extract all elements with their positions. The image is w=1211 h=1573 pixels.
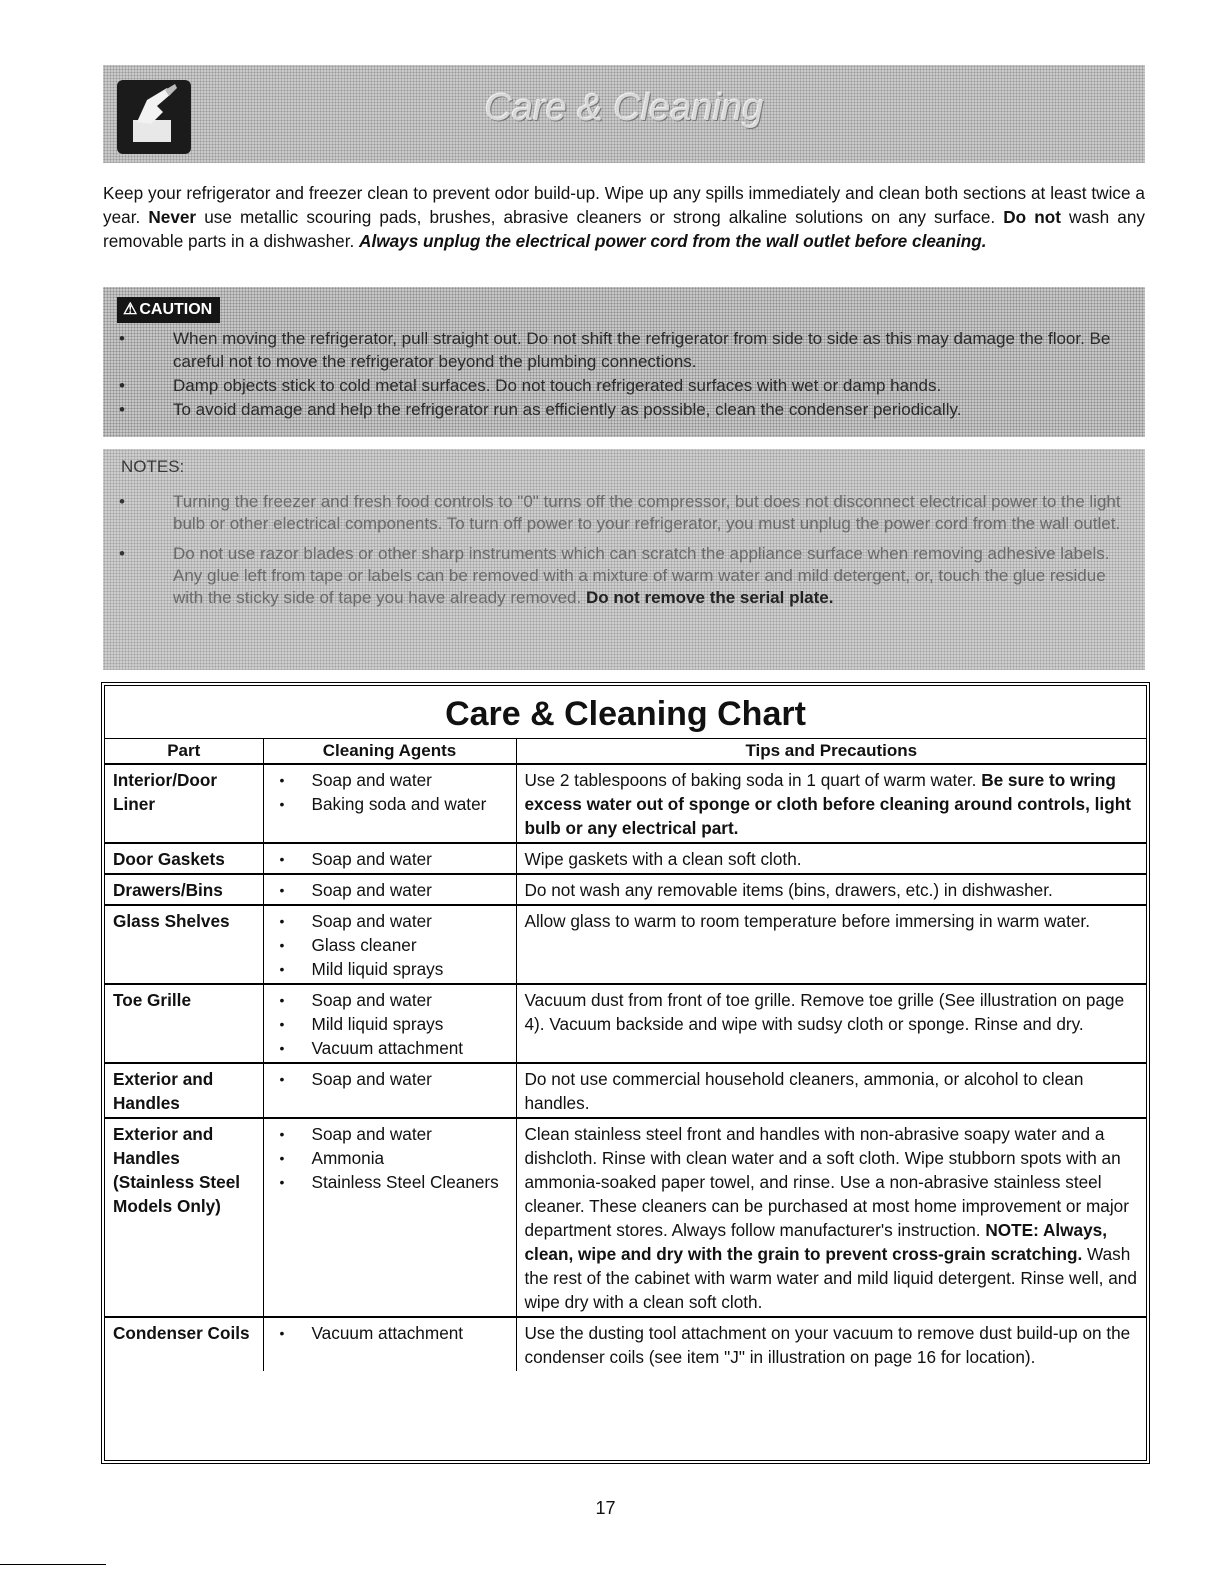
agent-item: • Vacuum attachment (272, 1321, 510, 1345)
footer-rule (0, 1564, 106, 1565)
table-row (105, 905, 1146, 984)
agents-cell (263, 984, 516, 1063)
page-number: 17 (595, 1498, 616, 1518)
table-row (105, 1063, 1146, 1118)
agents-cell (263, 874, 516, 905)
agents-cell (263, 764, 516, 843)
banner-title: Care & Cleaning (484, 87, 764, 129)
warning-icon: ⚠ (123, 301, 138, 318)
agent-item: • Ammonia (272, 1146, 510, 1170)
agent-item: • Mild liquid sprays (272, 957, 510, 981)
part-cell: Toe Grille (105, 984, 263, 1063)
part-cell: Glass Shelves (105, 905, 263, 984)
agent-item: • Stainless Steel Cleaners (272, 1170, 510, 1194)
agent-item: • Glass cleaner (272, 933, 510, 957)
part-cell: Door Gaskets (105, 843, 263, 874)
header-agents: Cleaning Agents (263, 739, 516, 764)
agent-item: • Mild liquid sprays (272, 1012, 510, 1036)
caution-label: ⚠ CAUTION (117, 297, 220, 323)
care-cleaning-chart (101, 682, 1150, 1464)
part-cell: Exterior and Handles (105, 1063, 263, 1118)
notes-box (103, 449, 1145, 670)
agent-item: • Soap and water (272, 878, 510, 902)
agent-item: • Vacuum attachment (272, 1036, 510, 1060)
agents-cell (263, 1118, 516, 1317)
tips-cell: Vacuum dust from front of toe grille. Remove toe grille (See illustration on page 4). Vacuum backside and wipe with sudsy cloth or sponge. Rinse and dry. (516, 984, 1146, 1063)
part-cell: Condenser Coils (113, 1323, 250, 1343)
table-row (105, 1118, 1146, 1317)
tips-cell: Use 2 tablespoons of baking soda in 1 quart of warm water. Be sure to wring excess water out of sponge or cloth before cleaning around controls, light bulb or any electrical part. (516, 764, 1146, 843)
agents-cell (263, 905, 516, 984)
caution-item: • When moving the refrigerator, pull straight out. Do not shift the refrigerator from side to side as this may damage the floor. Be careful not to move the refrigerator beyond the plumbing connections. (103, 327, 1143, 373)
table-row (105, 843, 1146, 874)
table-row (105, 764, 1146, 843)
cleaning-table (105, 739, 1146, 1371)
agent-item: • Soap and water (272, 768, 510, 792)
table-row (105, 874, 1146, 905)
agent-item: • Soap and water (272, 1067, 510, 1091)
note-item: • Turning the freezer and fresh food controls to "0" turns off the compressor, but does not disconnect electrical power to the light bulb or other electrical components. To turn off power to your refrigerator, you must unplug the power cord from the wall outlet. (103, 491, 1143, 535)
agents-cell (263, 843, 516, 874)
header-tips: Tips and Precautions (516, 739, 1146, 764)
caution-item: • To avoid damage and help the refrigerator run as efficiently as possible, clean the condenser periodically. (103, 398, 1143, 421)
agents-cell (263, 1063, 516, 1118)
caution-item: • Damp objects stick to cold metal surfaces. Do not touch refrigerated surfaces with wet or damp hands. (103, 374, 1143, 397)
notes-label: NOTES: (121, 457, 185, 476)
part-cell: Drawers/Bins (105, 874, 263, 905)
agent-item: • Soap and water (272, 909, 510, 933)
agent-item: • Baking soda and water (272, 792, 510, 816)
part-cell: Interior/Door Liner (105, 764, 263, 843)
table-row (105, 1317, 1146, 1371)
part-cell: Exterior and Handles (Stainless Steel Models Only) (105, 1118, 263, 1317)
tips-cell: Do not wash any removable items (bins, drawers, etc.) in dishwasher. (516, 874, 1146, 905)
tips-cell: Allow glass to warm to room temperature before immersing in warm water. (516, 905, 1146, 984)
agent-item: • Soap and water (272, 988, 510, 1012)
note-item: • Do not use razor blades or other sharp instruments which can scratch the appliance surface when removing adhesive labels. Any glue left from tape or labels can be removed with a mixture of warm water and mild detergent, or, touch the glue residue with the sticky side of tape you have already removed. Do not remove the serial plate. (103, 543, 1143, 609)
chart-title: Care & Cleaning Chart (105, 686, 1146, 739)
caution-box (103, 287, 1145, 437)
agent-item: • Soap and water (272, 847, 510, 871)
tips-cell: Use the dusting tool attachment on your vacuum to remove dust build-up on the condenser coils (see item "J" in illustration on page 16 for location). (516, 1317, 1146, 1371)
tips-cell: Do not use commercial household cleaners, ammonia, or alcohol to clean handles. (516, 1063, 1146, 1118)
tips-cell: Clean stainless steel front and handles with non-abrasive soapy water and a dishcloth. Rinse with clean water and a soft cloth. Wipe stubborn spots with an ammonia-soaked paper towel, and rinse. Use a non-abrasive stainless steel cleaner. These cleaners can be purchased at most home improvement or major department stores. Always follow manufacturer's instruction. NOTE: Always, clean, wipe and dry with the grain to prevent cross-grain scratching. Wash the rest of the cabinet with warm water and mild liquid detergent. Rinse well, and wipe dry with a clean soft cloth. (516, 1118, 1146, 1317)
table-row (105, 984, 1146, 1063)
intro-paragraph: Keep your refrigerator and freezer clean to prevent odor build-up. Wipe up any spills immediately and clean both sections at least twice a year. Never use metallic scouring pads, brushes, abrasive cleaners or strong alkaline solutions on any surface. Do not wash any removable parts in a dishwasher. Always unplug the electrical power cord from the wall outlet before cleaning. (103, 183, 1145, 251)
agent-item: • Soap and water (272, 1122, 510, 1146)
agents-cell (263, 1317, 516, 1371)
header-part: Part (105, 739, 263, 764)
section-banner (103, 65, 1145, 163)
tips-cell: Wipe gaskets with a clean soft cloth. (516, 843, 1146, 874)
